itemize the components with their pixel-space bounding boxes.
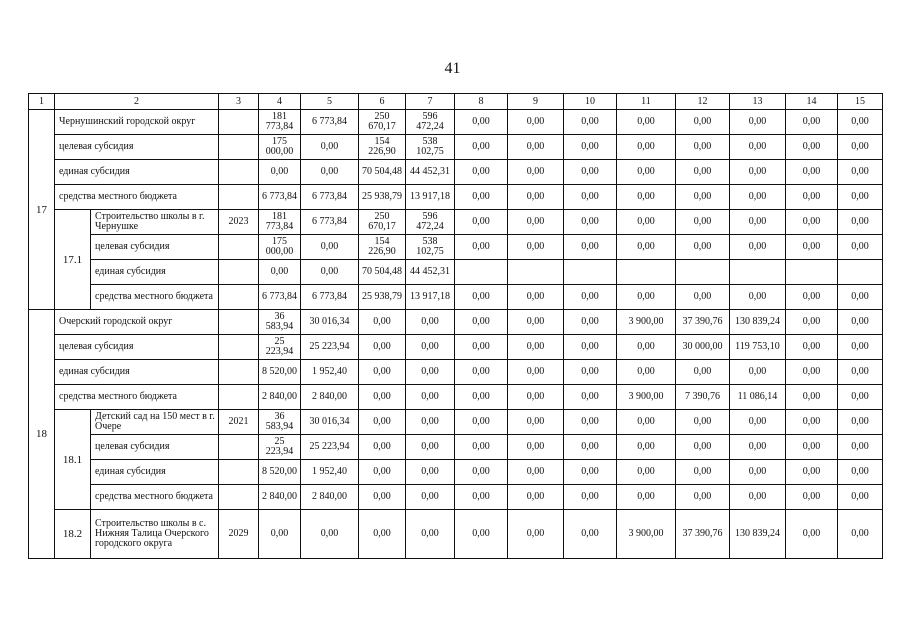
value-cell: 0,00 <box>301 260 359 285</box>
value-cell: 0,00 <box>838 485 883 510</box>
value-cell: 0,00 <box>786 235 838 260</box>
table-row <box>29 360 883 385</box>
row-label: средства местного бюджета <box>55 385 219 410</box>
value-cell: 175 000,00 <box>259 235 301 260</box>
value-cell: 0,00 <box>508 510 564 559</box>
value-cell: 13 917,18 <box>406 285 455 310</box>
value-cell: 0,00 <box>786 310 838 335</box>
value-cell: 0,00 <box>406 335 455 360</box>
value-cell <box>455 260 508 285</box>
value-cell: 0,00 <box>786 210 838 235</box>
column-header: 15 <box>838 94 883 110</box>
row-label: Детский сад на 150 мест в г. Очере <box>91 410 219 435</box>
value-cell: 596 472,24 <box>406 110 455 135</box>
column-header: 2 <box>55 94 219 110</box>
value-cell: 0,00 <box>838 385 883 410</box>
value-cell: 2 840,00 <box>259 385 301 410</box>
row-label: единая субсидия <box>55 360 219 385</box>
value-cell: 0,00 <box>730 410 786 435</box>
value-cell: 0,00 <box>564 310 617 335</box>
value-cell: 0,00 <box>564 485 617 510</box>
value-cell: 70 504,48 <box>359 160 406 185</box>
year-cell <box>219 185 259 210</box>
year-cell <box>219 235 259 260</box>
value-cell: 0,00 <box>676 210 730 235</box>
value-cell: 36 583,94 <box>259 310 301 335</box>
value-cell: 154 226,90 <box>359 235 406 260</box>
value-cell <box>617 260 676 285</box>
table-row <box>29 510 883 559</box>
column-header: 4 <box>259 94 301 110</box>
value-cell: 0,00 <box>455 510 508 559</box>
table-row <box>29 385 883 410</box>
row-label: единая субсидия <box>91 260 219 285</box>
value-cell: 2 840,00 <box>301 485 359 510</box>
value-cell: 0,00 <box>786 135 838 160</box>
value-cell: 0,00 <box>564 435 617 460</box>
value-cell: 0,00 <box>508 235 564 260</box>
value-cell: 0,00 <box>617 210 676 235</box>
year-cell <box>219 285 259 310</box>
value-cell: 0,00 <box>617 335 676 360</box>
value-cell: 25 223,94 <box>301 435 359 460</box>
value-cell: 8 520,00 <box>259 460 301 485</box>
value-cell: 25 223,94 <box>259 335 301 360</box>
value-cell: 0,00 <box>730 185 786 210</box>
value-cell: 0,00 <box>838 235 883 260</box>
value-cell: 2 840,00 <box>301 385 359 410</box>
value-cell <box>508 260 564 285</box>
value-cell: 154 226,90 <box>359 135 406 160</box>
subsection-number: 17.1 <box>55 210 91 310</box>
table-row <box>29 235 883 260</box>
value-cell: 250 670,17 <box>359 110 406 135</box>
value-cell: 0,00 <box>455 435 508 460</box>
column-header: 12 <box>676 94 730 110</box>
header-row <box>29 94 883 110</box>
value-cell: 0,00 <box>730 110 786 135</box>
value-cell: 130 839,24 <box>730 510 786 559</box>
value-cell: 6 773,84 <box>259 285 301 310</box>
value-cell: 0,00 <box>359 485 406 510</box>
value-cell: 0,00 <box>786 285 838 310</box>
value-cell: 2 840,00 <box>259 485 301 510</box>
value-cell: 1 952,40 <box>301 360 359 385</box>
row-label: средства местного бюджета <box>91 285 219 310</box>
value-cell <box>676 260 730 285</box>
value-cell: 0,00 <box>508 210 564 235</box>
table-row <box>29 160 883 185</box>
value-cell: 0,00 <box>838 135 883 160</box>
value-cell: 0,00 <box>564 360 617 385</box>
value-cell: 0,00 <box>838 110 883 135</box>
value-cell: 0,00 <box>508 410 564 435</box>
value-cell: 0,00 <box>676 235 730 260</box>
column-header: 5 <box>301 94 359 110</box>
value-cell: 0,00 <box>676 360 730 385</box>
column-header: 11 <box>617 94 676 110</box>
value-cell: 0,00 <box>301 135 359 160</box>
value-cell: 0,00 <box>730 135 786 160</box>
budget-table <box>28 93 883 559</box>
value-cell: 0,00 <box>676 285 730 310</box>
value-cell: 0,00 <box>455 310 508 335</box>
value-cell: 538 102,75 <box>406 235 455 260</box>
value-cell: 0,00 <box>564 510 617 559</box>
value-cell: 0,00 <box>564 385 617 410</box>
value-cell: 6 773,84 <box>301 185 359 210</box>
table-row <box>29 185 883 210</box>
value-cell: 0,00 <box>730 435 786 460</box>
value-cell: 0,00 <box>564 235 617 260</box>
value-cell: 0,00 <box>730 285 786 310</box>
value-cell: 0,00 <box>406 460 455 485</box>
value-cell: 0,00 <box>838 210 883 235</box>
column-header: 14 <box>786 94 838 110</box>
subsection-number: 18.1 <box>55 410 91 510</box>
value-cell: 0,00 <box>730 235 786 260</box>
year-cell <box>219 335 259 360</box>
value-cell: 0,00 <box>838 510 883 559</box>
value-cell: 0,00 <box>259 510 301 559</box>
value-cell: 0,00 <box>508 335 564 360</box>
page-number: 41 <box>444 60 461 77</box>
value-cell: 0,00 <box>359 410 406 435</box>
year-cell <box>219 135 259 160</box>
row-label: Строительство школы в г. Чернушке <box>91 210 219 235</box>
row-label: единая субсидия <box>91 460 219 485</box>
value-cell: 0,00 <box>617 160 676 185</box>
value-cell: 0,00 <box>838 335 883 360</box>
value-cell: 0,00 <box>786 110 838 135</box>
value-cell: 0,00 <box>455 235 508 260</box>
value-cell: 8 520,00 <box>259 360 301 385</box>
table-row <box>29 435 883 460</box>
column-header: 8 <box>455 94 508 110</box>
value-cell: 1 952,40 <box>301 460 359 485</box>
year-cell <box>219 260 259 285</box>
value-cell: 44 452,31 <box>406 260 455 285</box>
row-label: целевая субсидия <box>55 135 219 160</box>
value-cell: 0,00 <box>838 435 883 460</box>
value-cell: 0,00 <box>676 435 730 460</box>
value-cell: 0,00 <box>406 360 455 385</box>
value-cell: 0,00 <box>508 110 564 135</box>
table-row <box>29 135 883 160</box>
row-label: Очерский городской округ <box>55 310 219 335</box>
row-label: целевая субсидия <box>91 235 219 260</box>
value-cell: 0,00 <box>838 410 883 435</box>
value-cell: 0,00 <box>564 285 617 310</box>
value-cell: 0,00 <box>786 185 838 210</box>
value-cell: 25 223,94 <box>259 435 301 460</box>
year-cell <box>219 160 259 185</box>
year-cell: 2023 <box>219 210 259 235</box>
column-header: 7 <box>406 94 455 110</box>
value-cell: 0,00 <box>455 160 508 185</box>
value-cell: 0,00 <box>730 485 786 510</box>
value-cell: 0,00 <box>455 460 508 485</box>
value-cell: 0,00 <box>455 210 508 235</box>
value-cell: 3 900,00 <box>617 510 676 559</box>
value-cell: 0,00 <box>730 360 786 385</box>
value-cell: 250 670,17 <box>359 210 406 235</box>
year-cell <box>219 435 259 460</box>
column-header: 13 <box>730 94 786 110</box>
value-cell: 0,00 <box>676 160 730 185</box>
table-row <box>29 460 883 485</box>
value-cell: 25 938,79 <box>359 185 406 210</box>
value-cell: 44 452,31 <box>406 160 455 185</box>
value-cell: 0,00 <box>508 435 564 460</box>
value-cell: 119 753,10 <box>730 335 786 360</box>
value-cell: 0,00 <box>455 185 508 210</box>
value-cell: 25 938,79 <box>359 285 406 310</box>
value-cell: 0,00 <box>786 410 838 435</box>
value-cell: 0,00 <box>786 385 838 410</box>
value-cell: 6 773,84 <box>301 285 359 310</box>
value-cell: 0,00 <box>301 235 359 260</box>
value-cell: 0,00 <box>455 335 508 360</box>
value-cell: 0,00 <box>564 160 617 185</box>
value-cell: 0,00 <box>359 460 406 485</box>
column-header: 1 <box>29 94 55 110</box>
value-cell: 0,00 <box>617 285 676 310</box>
value-cell: 0,00 <box>359 385 406 410</box>
row-label: средства местного бюджета <box>55 185 219 210</box>
value-cell: 0,00 <box>564 135 617 160</box>
value-cell: 0,00 <box>838 360 883 385</box>
table-row <box>29 210 883 235</box>
value-cell: 30 016,34 <box>301 310 359 335</box>
value-cell: 0,00 <box>508 160 564 185</box>
value-cell: 13 917,18 <box>406 185 455 210</box>
value-cell: 0,00 <box>508 360 564 385</box>
table-row <box>29 285 883 310</box>
value-cell: 0,00 <box>838 285 883 310</box>
value-cell: 0,00 <box>455 360 508 385</box>
value-cell: 0,00 <box>617 410 676 435</box>
value-cell: 0,00 <box>508 460 564 485</box>
value-cell: 0,00 <box>508 485 564 510</box>
value-cell: 0,00 <box>838 160 883 185</box>
value-cell: 37 390,76 <box>676 310 730 335</box>
table-row <box>29 485 883 510</box>
value-cell: 0,00 <box>838 185 883 210</box>
value-cell: 0,00 <box>406 485 455 510</box>
section-number: 17 <box>29 110 55 310</box>
column-header: 9 <box>508 94 564 110</box>
value-cell: 0,00 <box>455 410 508 435</box>
value-cell: 0,00 <box>617 110 676 135</box>
value-cell: 0,00 <box>301 510 359 559</box>
value-cell: 7 390,76 <box>676 385 730 410</box>
value-cell: 0,00 <box>730 460 786 485</box>
value-cell <box>838 260 883 285</box>
value-cell: 181 773,84 <box>259 210 301 235</box>
value-cell: 0,00 <box>564 185 617 210</box>
value-cell: 0,00 <box>508 185 564 210</box>
value-cell: 0,00 <box>617 485 676 510</box>
value-cell: 36 583,94 <box>259 410 301 435</box>
year-cell <box>219 460 259 485</box>
value-cell: 0,00 <box>617 135 676 160</box>
value-cell: 0,00 <box>676 460 730 485</box>
value-cell: 0,00 <box>617 435 676 460</box>
value-cell: 0,00 <box>406 310 455 335</box>
value-cell: 11 086,14 <box>730 385 786 410</box>
value-cell <box>730 260 786 285</box>
value-cell: 0,00 <box>730 210 786 235</box>
value-cell: 0,00 <box>455 110 508 135</box>
column-header: 6 <box>359 94 406 110</box>
value-cell: 0,00 <box>786 510 838 559</box>
value-cell: 25 223,94 <box>301 335 359 360</box>
value-cell: 30 016,34 <box>301 410 359 435</box>
value-cell: 0,00 <box>730 160 786 185</box>
value-cell: 0,00 <box>406 435 455 460</box>
table-row <box>29 335 883 360</box>
value-cell: 0,00 <box>455 485 508 510</box>
value-cell: 0,00 <box>508 285 564 310</box>
table-row <box>29 110 883 135</box>
row-label: целевая субсидия <box>55 335 219 360</box>
value-cell: 0,00 <box>359 335 406 360</box>
year-cell: 2021 <box>219 410 259 435</box>
value-cell: 0,00 <box>564 335 617 360</box>
year-cell <box>219 485 259 510</box>
value-cell: 0,00 <box>259 260 301 285</box>
value-cell: 0,00 <box>455 385 508 410</box>
row-label: Строительство школы в с. Нижняя Талица Очерского городского округа <box>91 510 219 559</box>
value-cell: 0,00 <box>617 360 676 385</box>
value-cell: 0,00 <box>406 510 455 559</box>
value-cell: 0,00 <box>676 185 730 210</box>
value-cell: 0,00 <box>455 285 508 310</box>
value-cell: 0,00 <box>564 410 617 435</box>
value-cell: 0,00 <box>508 385 564 410</box>
value-cell: 0,00 <box>508 135 564 160</box>
value-cell: 6 773,84 <box>301 210 359 235</box>
value-cell: 70 504,48 <box>359 260 406 285</box>
value-cell: 0,00 <box>786 485 838 510</box>
column-header: 3 <box>219 94 259 110</box>
year-cell <box>219 360 259 385</box>
value-cell: 0,00 <box>564 460 617 485</box>
year-cell <box>219 385 259 410</box>
value-cell: 0,00 <box>786 160 838 185</box>
value-cell: 596 472,24 <box>406 210 455 235</box>
table-body <box>29 94 883 559</box>
value-cell: 130 839,24 <box>730 310 786 335</box>
value-cell: 6 773,84 <box>301 110 359 135</box>
value-cell: 0,00 <box>359 435 406 460</box>
value-cell: 0,00 <box>676 110 730 135</box>
value-cell <box>786 260 838 285</box>
value-cell: 0,00 <box>406 410 455 435</box>
value-cell <box>564 260 617 285</box>
value-cell: 3 900,00 <box>617 310 676 335</box>
value-cell: 175 000,00 <box>259 135 301 160</box>
row-label: единая субсидия <box>55 160 219 185</box>
value-cell: 0,00 <box>564 110 617 135</box>
value-cell: 0,00 <box>786 360 838 385</box>
value-cell: 0,00 <box>617 185 676 210</box>
section-number: 18 <box>29 310 55 559</box>
value-cell: 0,00 <box>617 235 676 260</box>
value-cell: 181 773,84 <box>259 110 301 135</box>
value-cell: 30 000,00 <box>676 335 730 360</box>
value-cell: 0,00 <box>786 460 838 485</box>
value-cell: 0,00 <box>676 485 730 510</box>
value-cell: 0,00 <box>359 510 406 559</box>
year-cell <box>219 110 259 135</box>
value-cell: 0,00 <box>676 135 730 160</box>
subsection-number: 18.2 <box>55 510 91 559</box>
value-cell: 0,00 <box>617 460 676 485</box>
year-cell: 2029 <box>219 510 259 559</box>
value-cell: 37 390,76 <box>676 510 730 559</box>
value-cell: 0,00 <box>359 310 406 335</box>
value-cell: 0,00 <box>406 385 455 410</box>
year-cell <box>219 310 259 335</box>
value-cell: 0,00 <box>508 310 564 335</box>
value-cell: 0,00 <box>359 360 406 385</box>
table-row <box>29 410 883 435</box>
value-cell: 0,00 <box>838 310 883 335</box>
value-cell: 6 773,84 <box>259 185 301 210</box>
value-cell: 0,00 <box>838 460 883 485</box>
table-row <box>29 310 883 335</box>
table-row <box>29 260 883 285</box>
value-cell: 0,00 <box>786 335 838 360</box>
value-cell: 0,00 <box>676 410 730 435</box>
row-label: средства местного бюджета <box>91 485 219 510</box>
value-cell: 0,00 <box>786 435 838 460</box>
value-cell: 0,00 <box>301 160 359 185</box>
column-header: 10 <box>564 94 617 110</box>
value-cell: 0,00 <box>259 160 301 185</box>
row-label: целевая субсидия <box>91 435 219 460</box>
value-cell: 3 900,00 <box>617 385 676 410</box>
value-cell: 0,00 <box>455 135 508 160</box>
row-label: Чернушинский городской округ <box>55 110 219 135</box>
value-cell: 0,00 <box>564 210 617 235</box>
value-cell: 538 102,75 <box>406 135 455 160</box>
